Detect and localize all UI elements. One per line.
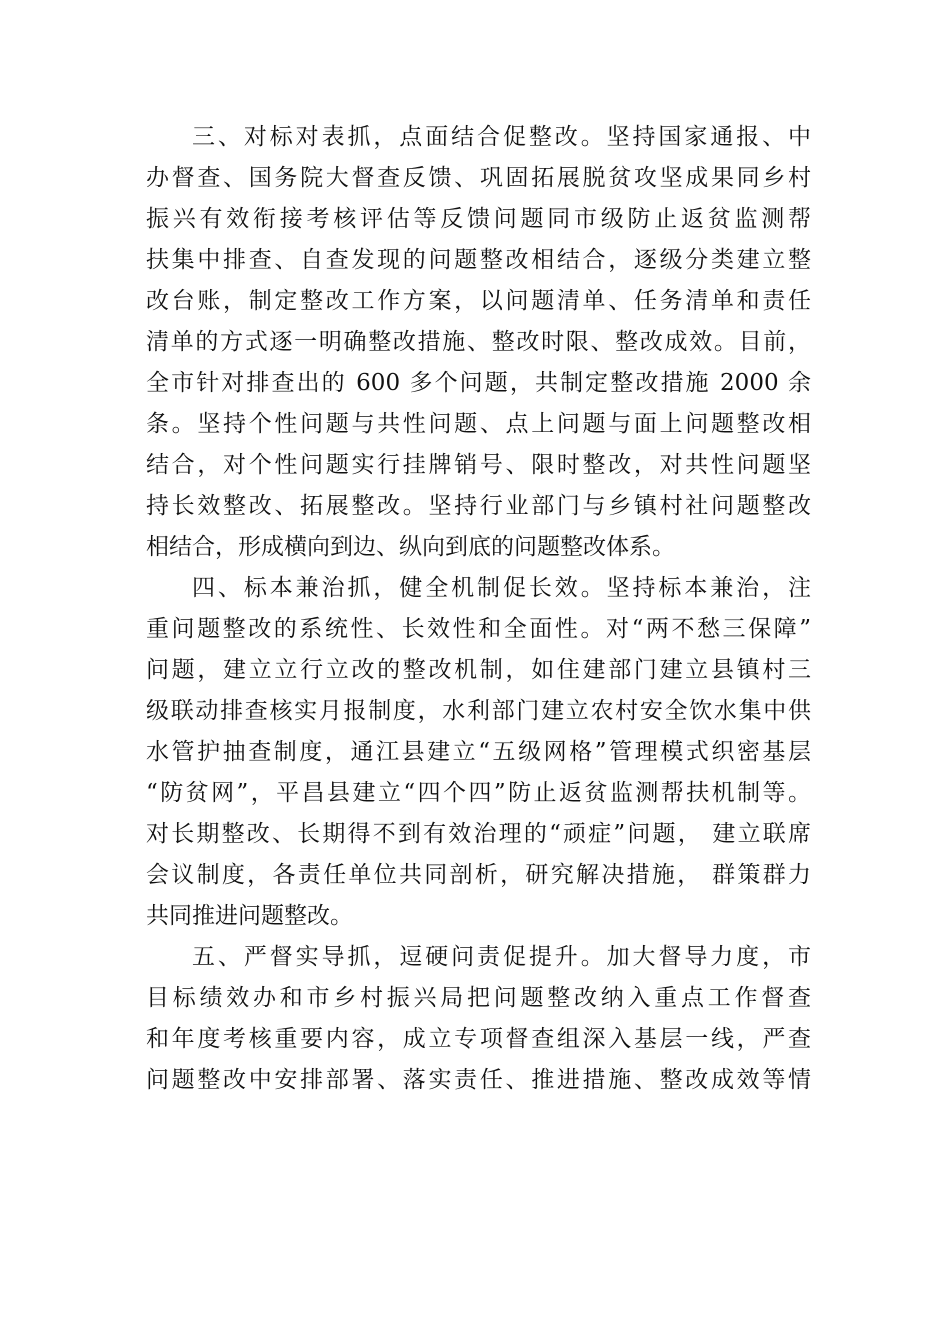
text-line: 结合，对个性问题实行挂牌销号、限时整改，对共性问题坚: [146, 452, 811, 478]
text-line: 问题整改中安排部署、落实责任、推进措施、整改成效等情: [146, 1067, 811, 1093]
text-line: 问题，建立立行立改的整改机制，如住建部门建立县镇村三: [146, 657, 811, 683]
text-line: 重问题整改的系统性、长效性和全面性。对“两不愁三保障”: [146, 616, 811, 642]
text-line: 四、标本兼治抓，健全机制促长效。坚持标本兼治，注: [192, 575, 811, 601]
text-line: 共同推进问题整改。: [146, 903, 353, 929]
text-line: 改台账，制定整改工作方案，以问题清单、任务清单和责任: [146, 288, 811, 314]
text-line: 条。坚持个性问题与共性问题、点上问题与面上问题整改相: [146, 411, 811, 437]
text-line: 三、对标对表抓，点面结合促整改。坚持国家通报、中: [192, 124, 811, 150]
text-line: 相结合，形成横向到边、纵向到底的问题整改体系。: [146, 534, 675, 560]
text-line: 清单的方式逐一明确整改措施、整改时限、整改成效。目前，: [146, 329, 811, 355]
text-line: “防贫网”，平昌县建立“四个四”防止返贫监测帮扶机制等。: [146, 780, 811, 806]
text-line: 和年度考核重要内容，成立专项督查组深入基层一线，严查: [146, 1026, 811, 1052]
text-line: 全市针对排查出的 600 多个问题，共制定整改措施 2000 余: [146, 370, 811, 396]
text-line: 办督查、国务院大督查反馈、巩固拓展脱贫攻坚成果同乡村: [146, 165, 811, 191]
text-line: 五、严督实导抓，逗硬问责促提升。加大督导力度，市: [192, 944, 811, 970]
text-line: 水管护抽查制度，通江县建立“五级网格”管理模式织密基层: [146, 739, 811, 765]
text-line: 级联动排查核实月报制度，水利部门建立农村安全饮水集中供: [146, 698, 811, 724]
text-line: 会议制度，各责任单位共同剖析，研究解决措施， 群策群力: [146, 862, 811, 888]
text-line: 扶集中排查、自查发现的问题整改相结合，逐级分类建立整: [146, 247, 811, 273]
document-body: [146, 117, 811, 1101]
text-line: 振兴有效衔接考核评估等反馈问题同市级防止返贫监测帮: [146, 206, 811, 232]
text-line: 持长效整改、拓展整改。坚持行业部门与乡镇村社问题整改: [146, 493, 811, 519]
text-line: 对长期整改、长期得不到有效治理的“顽症”问题， 建立联席: [146, 821, 811, 847]
text-line: 目标绩效办和市乡村振兴局把问题整改纳入重点工作督查: [146, 985, 811, 1011]
